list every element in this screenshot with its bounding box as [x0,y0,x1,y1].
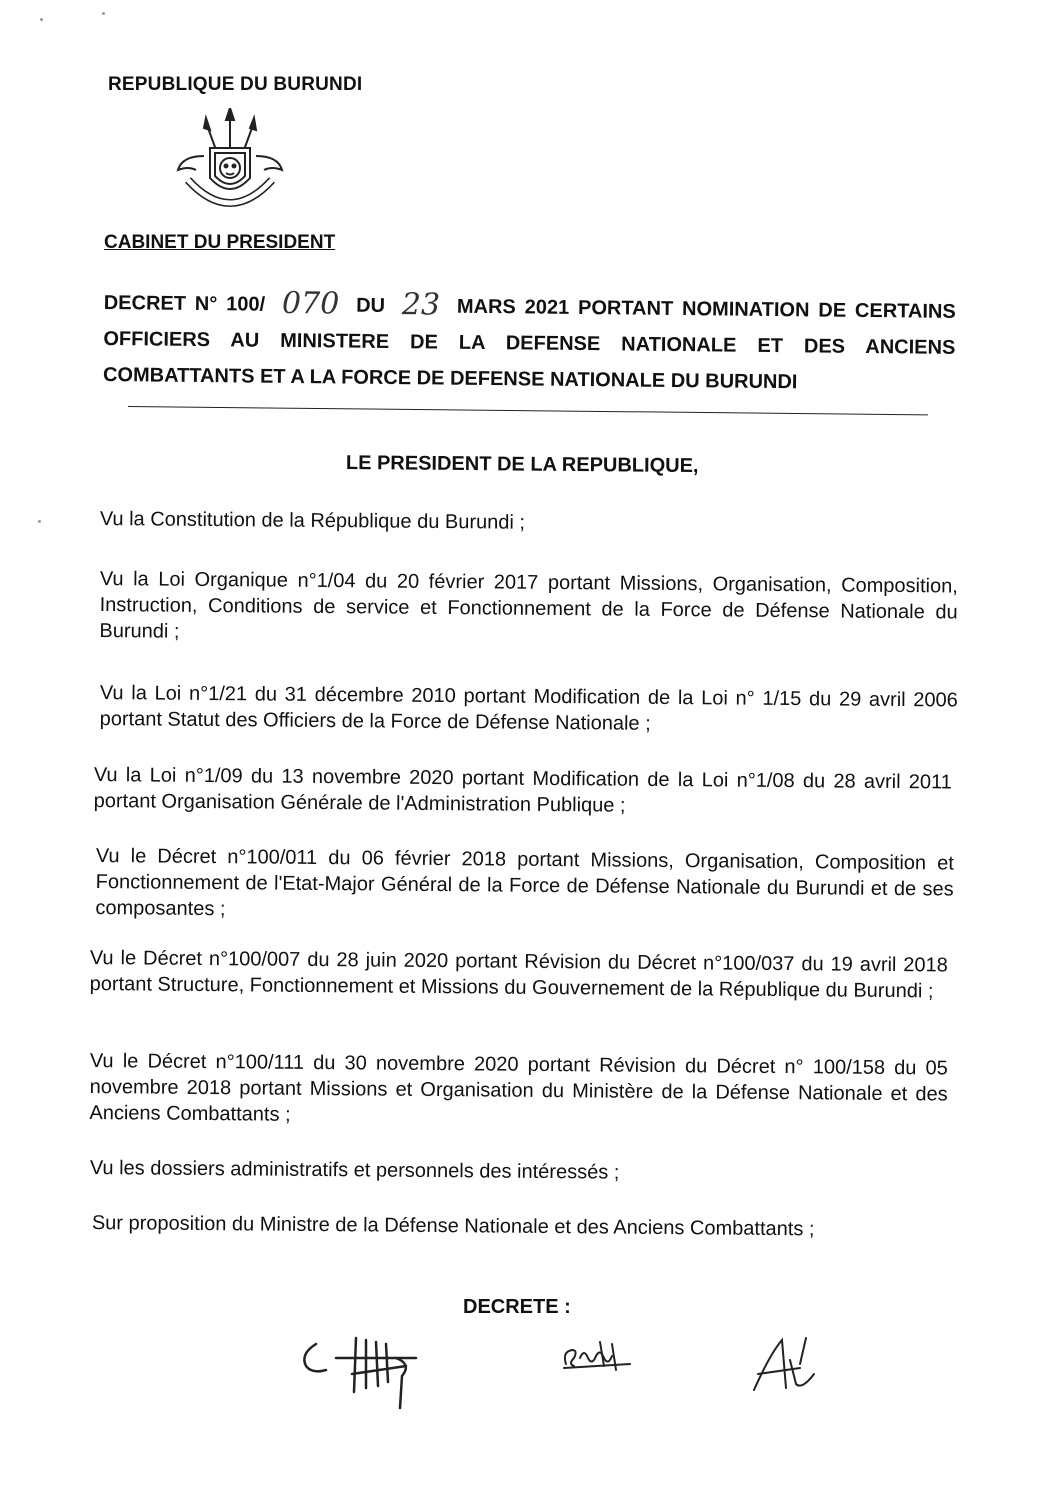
decrete-heading: DECRETE : [463,1296,571,1318]
handwritten-decree-day: 23 [401,287,441,323]
consideration-paragraph: Vu la Loi n°1/21 du 31 décembre 2010 portant Modification de la Loi n° 1/15 du 29 avril 2006 portant Statut des Officiers de la Force de Défense Nationale ; [99,681,958,735]
consideration-paragraph: Vu le Décret n°100/011 du 06 février 2018 portant Missions, Organisation, Composition et Fonctionnement de l'Etat-Major Général de la Force de Défense Nationale du Burundi et de ses composantes ; [95,844,954,921]
consideration-paragraph: Vu les dossiers administratifs et personnels des intéressés ; [89,1156,620,1184]
decree-prefix: DECRET N° 100/ [103,291,266,316]
scan-speck [40,18,43,21]
decree-du: DU [356,294,386,317]
consideration-paragraph: Vu le Décret n°100/007 du 28 juin 2020 portant Révision du Décret n°100/037 du 19 avril 2018 portant Structure, Fonctionnement et Missions du Gouvernement de la République du Burundi ; [89,946,948,1003]
title-divider [128,406,928,415]
scan-speck [102,12,105,15]
handwritten-decree-number: 070 [281,285,340,322]
scan-speck [38,520,41,523]
decree-title [103,282,956,402]
consideration-paragraph: Vu la Loi n°1/09 du 13 novembre 2020 portant Modification de la Loi n°1/08 du 28 avril 2011 portant Organisation Générale de l'Administration Publique ; [93,763,952,817]
handwritten-signature-1 [296,1330,436,1410]
consideration-paragraph: Vu la Loi Organique n°1/04 du 20 février 2017 portant Missions, Organisation, Composition, Instruction, Conditions de service et Fonctionnement de la Force de Défense Nationale du Burundi ; [99,567,958,643]
cabinet-heading: CABINET DU PRESIDENT [104,232,336,253]
republic-heading: REPUBLIQUE DU BURUNDI [108,74,363,95]
handwritten-signature-2 [560,1336,640,1376]
handwritten-signature-3 [748,1334,828,1394]
consideration-paragraph: Sur proposition du Ministre de la Défense Nationale et des Anciens Combattants ; [91,1211,815,1241]
decree-title-rest: MARS 2021 PORTANT NOMINATION DE CERTAINS OFFICIERS AU MINISTERE DE LA DEFENSE NATIONALE ET DES ANCIENS COMBATTANTS ET A LA FORCE DE DEFENSE NATIONALE DU BURUNDI [102,295,956,394]
coat-of-arms-emblem [168,108,292,228]
president-heading: LE PRESIDENT DE LA REPUBLIQUE, [345,452,699,478]
consideration-paragraph: Vu le Décret n°100/111 du 30 novembre 2020 portant Révision du Décret n° 100/158 du 05 novembre 2018 portant Missions et Organisation du Ministère de la Défense Nationale et des Anciens Combattants ; [89,1049,948,1126]
consideration-paragraph: Vu la Constitution de la République du Burundi ; [99,507,526,534]
